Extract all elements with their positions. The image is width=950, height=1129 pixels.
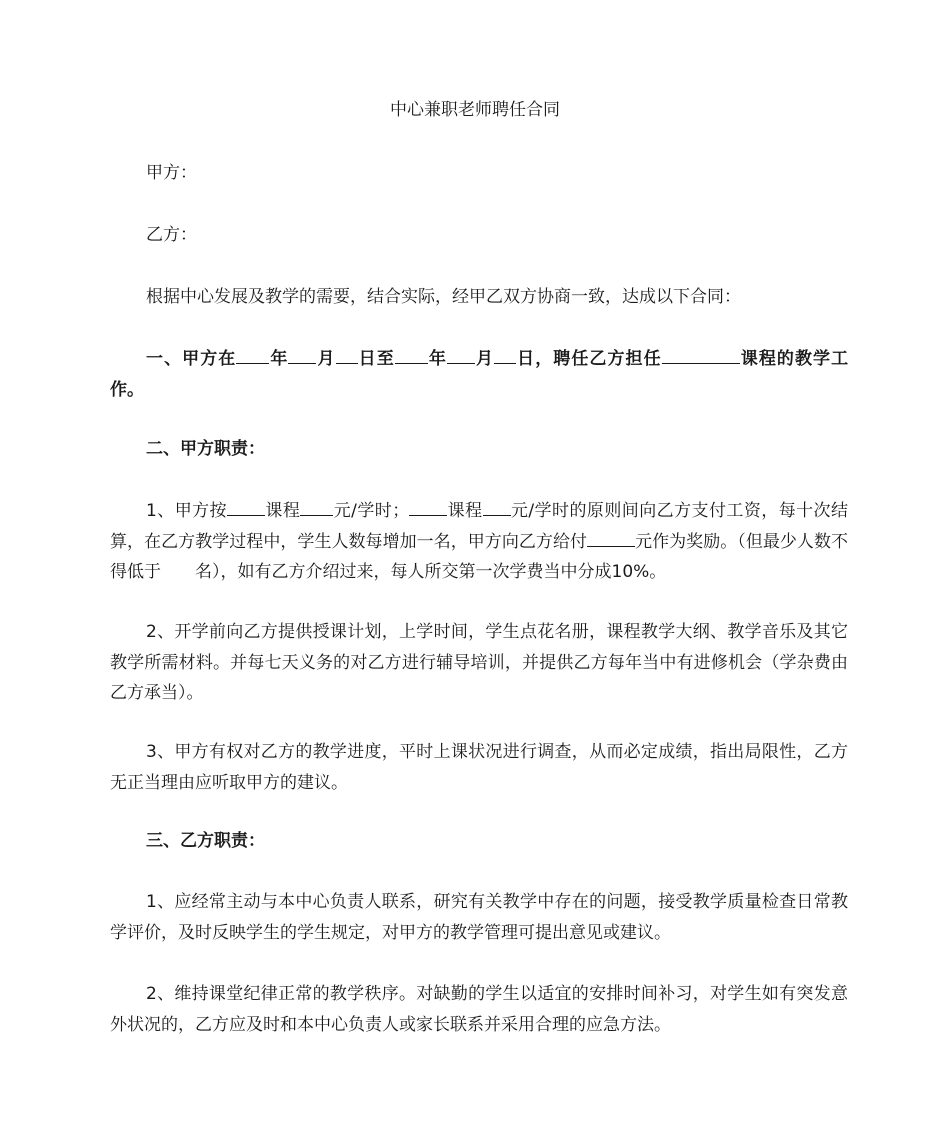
clause-1-prefix: 一、甲方在 [146, 349, 237, 369]
section-2-item-1 [110, 496, 848, 588]
clause-1-suffix: 课程的教学工作。 [110, 349, 849, 400]
section-3-heading: 三、乙方职责： [146, 831, 265, 851]
clause-1-day-to: 日至 [357, 349, 395, 369]
s2-item1-text-d: 课程 [447, 501, 483, 521]
end-day-blank [494, 346, 516, 364]
section-3-item-2: 2、维持课堂纪律正常的教学秩序。对缺勤的学生以适宜的安排时间补习，对学生如有突发意外状况的，乙方应及时和本中心负责人或家长联系并采用合理的应急方法。 [110, 984, 848, 1035]
party-b-line: 乙方： [146, 225, 197, 245]
clause-1-year-2: 年 [427, 349, 447, 369]
clause-1-month-2: 月 [474, 349, 495, 369]
s2-item1-text-f: 元作为奖励。（但最少人数不得低于 [110, 531, 849, 582]
clause-1-paragraph [110, 344, 848, 405]
end-year-blank [395, 346, 428, 364]
course-1-rate-blank [300, 498, 333, 516]
s2-item1-text-b: 课程 [265, 501, 301, 521]
section-2-item-3: 3、甲方有权对乙方的教学进度，平时上课状况进行调查，从而必定成绩，指出局限性，乙方无正当理由应听取甲方的建议。 [110, 742, 848, 793]
document-title: 中心兼职老师聘任合同 [390, 100, 560, 120]
clause-1-month-1: 月 [316, 349, 336, 369]
start-month-blank [288, 346, 316, 364]
s2-item1-text-a: 1、甲方按 [146, 501, 227, 521]
s2-item1-text-c: 元/学时； [333, 501, 410, 521]
course-1-blank [227, 498, 265, 516]
course-2-rate-blank [483, 498, 511, 516]
s2-item1-text-g: 名），如有乙方介绍过来，每人所交第一次学费当中分成10%。 [195, 562, 667, 582]
section-2-heading: 二、甲方职责： [146, 439, 265, 459]
bonus-amount-blank [587, 529, 635, 547]
party-a-line: 甲方： [146, 163, 197, 183]
s2-item1-text-e: 元/学时的原则间向乙方支付工资，每十次结算，在乙方教学过程中，学生人数每增加一名，甲方向乙方给付 [110, 501, 848, 552]
intro-paragraph: 根据中心发展及教学的需要，结合实际，经甲乙双方协商一致，达成以下合同： [146, 287, 741, 307]
start-year-blank [236, 346, 269, 364]
course-2-blank [409, 498, 447, 516]
end-month-blank [447, 346, 475, 364]
section-3-item-1: 1、应经常主动与本中心负责人联系，研究有关教学中存在的问题，接受教学质量检查日常教学评价，及时反映学生的学生规定，对甲方的教学管理可提出意见或建议。 [110, 892, 848, 943]
clause-1-year-1: 年 [269, 349, 289, 369]
clause-1-day-hire: 日，聘任乙方担任 [516, 349, 662, 369]
start-day-blank [336, 346, 358, 364]
section-2-item-2: 2、开学前向乙方提供授课计划，上学时间，学生点花名册，课程教学大纲、教学音乐及其它教学所需材料。并每七天义务的对乙方进行辅导培训，并提供乙方每年当中有进修机会（学杂费由乙方承当）。 [110, 622, 848, 703]
course-name-blank [662, 346, 740, 364]
